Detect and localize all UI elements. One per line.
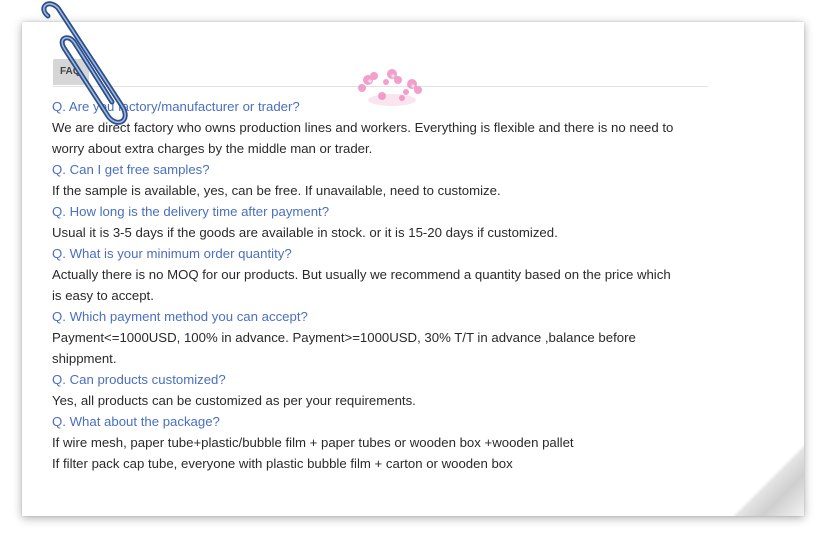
faq-tab: FAQ	[53, 59, 89, 85]
faq-answer-line: We are direct factory who owns production lines and workers. Everything is flexible and there is no need to	[52, 120, 674, 135]
faq-answer-line: worry about extra charges by the middle man or trader.	[52, 141, 373, 156]
faq-question: Q. Can I get free samples?	[52, 162, 210, 177]
faq-answer-line: If the sample is available, yes, can be free. If unavailable, need to customize.	[52, 183, 501, 198]
faq-answer-line: Actually there is no MOQ for our products. But usually we recommend a quantity based on the price which	[52, 267, 671, 282]
faq-list	[52, 96, 712, 474]
page-curl	[734, 446, 804, 516]
faq-question: Q. What is your minimum order quantity?	[52, 246, 292, 261]
faq-question: Q. What about the package?	[52, 414, 220, 429]
paperclip-icon	[34, 0, 134, 126]
faq-answer-line: Payment<=1000USD, 100% in advance. Payment>=1000USD, 30% T/T in advance ,balance before	[52, 330, 636, 345]
faq-question: Q. Are you factory/manufacturer or trader?	[52, 99, 300, 114]
faq-answer-line: is easy to accept.	[52, 288, 154, 303]
faq-answer-line: If filter pack cap tube, everyone with plastic bubble film + carton or wooden box	[52, 456, 513, 471]
faq-question: Q. Can products customized?	[52, 372, 226, 387]
pink-flowers-decoration	[352, 66, 432, 114]
faq-answer-line: Usual it is 3-5 days if the goods are available in stock. or it is 15-20 days if customized.	[52, 225, 558, 240]
faq-question: Q. Which payment method you can accept?	[52, 309, 308, 324]
faq-answer-line: shippment.	[52, 351, 117, 366]
faq-answer-line: Yes, all products can be customized as per your requirements.	[52, 393, 416, 408]
faq-answer-line: If wire mesh, paper tube+plastic/bubble film + paper tubes or wooden box +wooden pallet	[52, 435, 574, 450]
faq-question: Q. How long is the delivery time after payment?	[52, 204, 330, 219]
